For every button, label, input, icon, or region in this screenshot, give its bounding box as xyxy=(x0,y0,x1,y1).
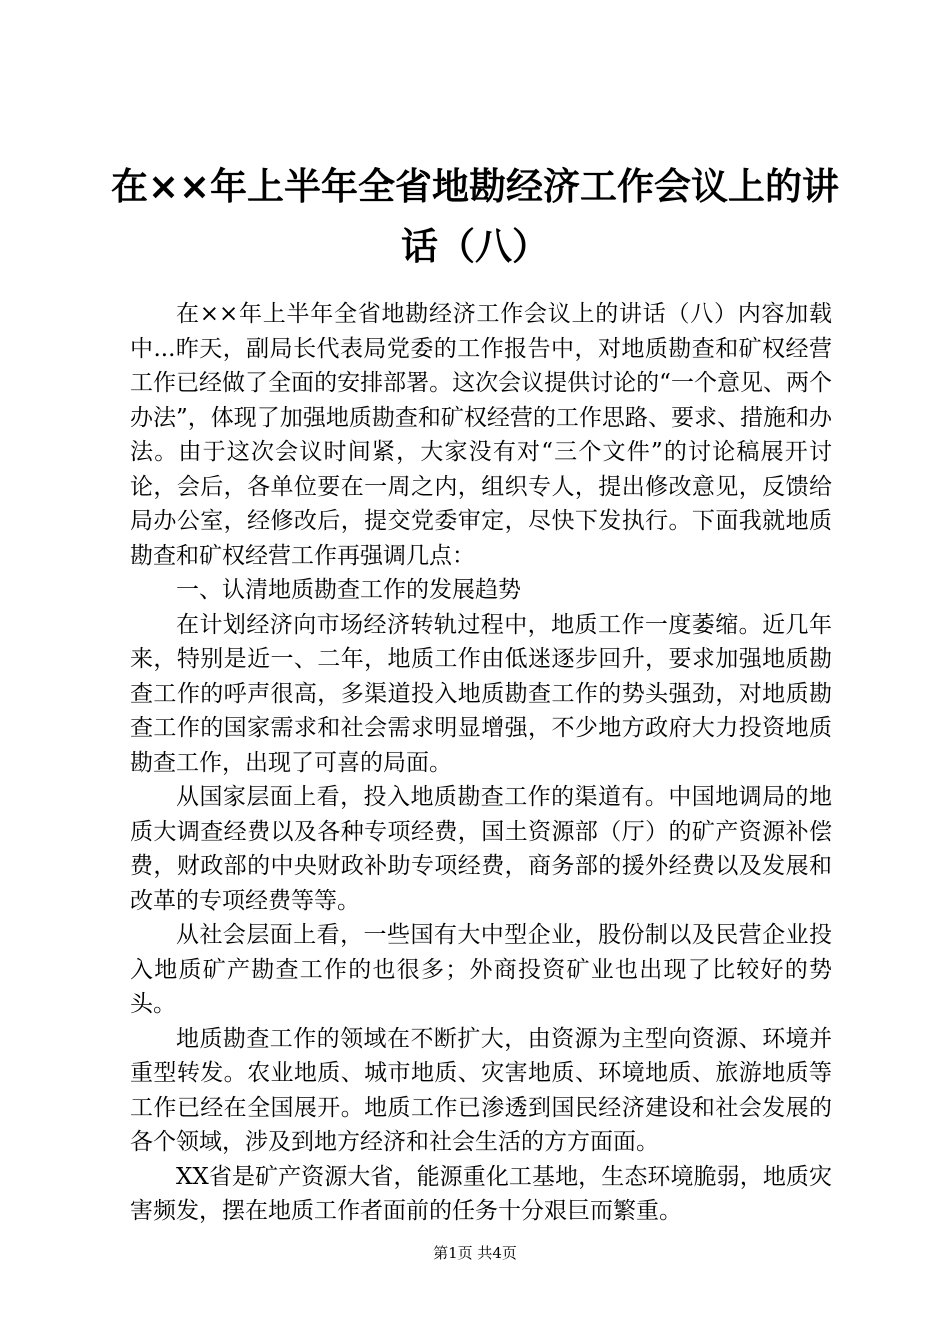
page-number: 第1页 共4页 xyxy=(433,1244,517,1262)
paragraph-national: 从国家层面上看，投入地质勘查工作的渠道有。中国地调局的地质大调查经费以及各种专项经费，国土资源部（厅）的矿产资源补偿费，财政部的中央财政补助专项经费，商务部的援外经费以及发展和改革的专项经费等等。 xyxy=(130,784,832,914)
paragraph-province: XX省是矿产资源大省，能源重化工基地，生态环境脆弱，地质灾害频发，摆在地质工作者面前的任务十分艰巨而繁重。 xyxy=(130,1163,832,1224)
document-title: 在××年上半年全省地勘经济工作会议上的讲话（八） xyxy=(110,165,839,268)
section-heading: 一、认清地质勘查工作的发展趋势 xyxy=(176,577,521,603)
document-body xyxy=(130,297,832,1229)
paragraph-fields: 地质勘查工作的领域在不断扩大，由资源为主型向资源、环境并重型转发。农业地质、城市地质、灾害地质、环境地质、旅游地质等工作已经在全国展开。地质工作已渗透到国民经济建设和社会发展的各个领域，涉及到地方经济和社会生活的方方面面。 xyxy=(130,1025,832,1155)
paragraph-trend: 在计划经济向市场经济转轨过程中，地质工作一度萎缩。近几年来，特别是近一、二年，地质工作由低迷逐步回升，要求加强地质勘查工作的呼声很高，多渠道投入地质勘查工作的势头强劲，对地质勘查工作的国家需求和社会需求明显增强，不少地方政府大力投资地质勘查工作，出现了可喜的局面。 xyxy=(130,611,832,776)
paragraph-social: 从社会层面上看，一些国有大中型企业，股份制以及民营企业投入地质矿产勘查工作的也很多；外商投资矿业也出现了比较好的势头。 xyxy=(130,922,832,1017)
paragraph-intro: 在××年上半年全省地勘经济工作会议上的讲话（八）内容加载中...昨天，副局长代表局党委的工作报告中，对地质勘查和矿权经营工作已经做了全面的安排部署。这次会议提供讨论的“一个意见、两个办法”，体现了加强地质勘查和矿权经营的工作思路、要求、措施和办法。由于这次会议时间紧，大家没有对“三个文件”的讨论稿展开讨论，会后，各单位要在一周之内，组织专人，提出修改意见，反馈给局办公室，经修改后，提交党委审定，尽快下发执行。下面我就地质勘查和矿权经营工作再强调几点： xyxy=(130,301,832,569)
